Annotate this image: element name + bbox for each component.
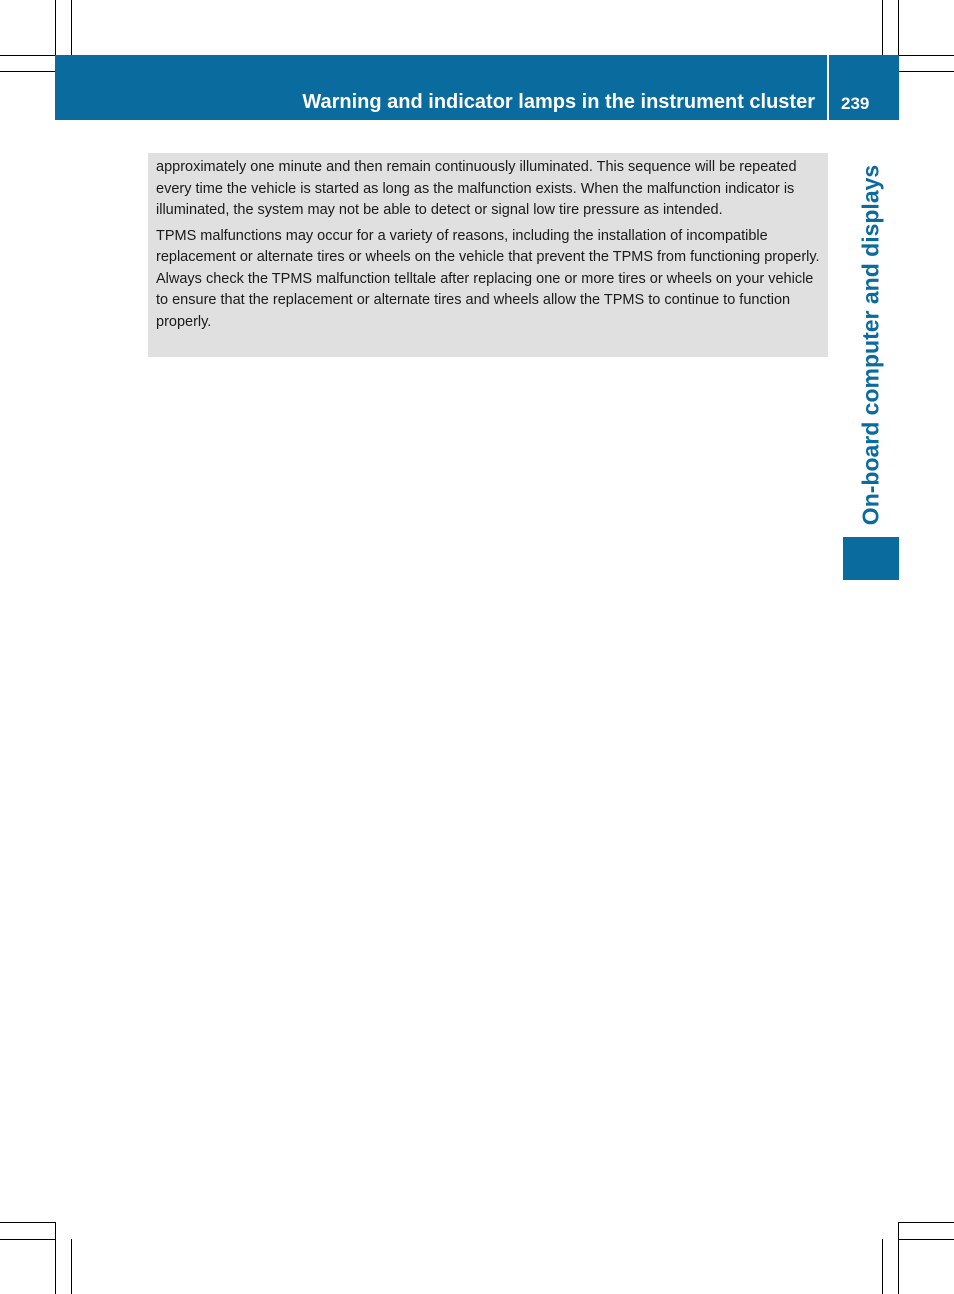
- chapter-tab-label: On-board computer and displays: [857, 164, 884, 526]
- crop-mark: [55, 0, 56, 55]
- crop-mark: [0, 1239, 55, 1240]
- crop-mark: [899, 1239, 954, 1240]
- crop-mark: [899, 1222, 954, 1223]
- crop-mark: [882, 1239, 883, 1294]
- crop-mark: [0, 1222, 55, 1223]
- crop-mark: [0, 55, 55, 56]
- page-number-box: [829, 55, 899, 120]
- crop-mark: [899, 55, 954, 56]
- crop-mark: [898, 0, 899, 55]
- header-bar: [55, 55, 827, 120]
- crop-mark: [71, 1239, 72, 1294]
- crop-mark: [0, 71, 55, 72]
- crop-mark: [882, 0, 883, 55]
- crop-mark: [71, 0, 72, 55]
- note-box: [148, 153, 828, 357]
- crop-mark: [899, 71, 954, 72]
- crop-mark: [898, 1222, 899, 1294]
- note-paragraph: approximately one minute and then remain continuously illuminated. This sequence will be repeated every time the vehicle is started as long as the malfunction exists. When the malfunction indicator is illuminated, the system may not be able to detect or signal low tire pressure as intended.: [156, 159, 797, 218]
- crop-mark: [55, 1222, 56, 1294]
- note-paragraph: TPMS malfunctions may occur for a variety of reasons, including the installation of incompatible replacement or alternate tires or wheels on the vehicle that prevent the TPMS from functioning properly. Always check the TPMS malfunction telltale after replacing one or more tires or wheels on your vehicle to ensure that the replacement or alternate tires and wheels allow the TPMS to continue to function properly.: [156, 227, 820, 330]
- chapter-tab-marker: [843, 537, 899, 580]
- page-number: 239: [841, 94, 870, 113]
- page-title: Warning and indicator lamps in the instrument cluster: [302, 91, 815, 113]
